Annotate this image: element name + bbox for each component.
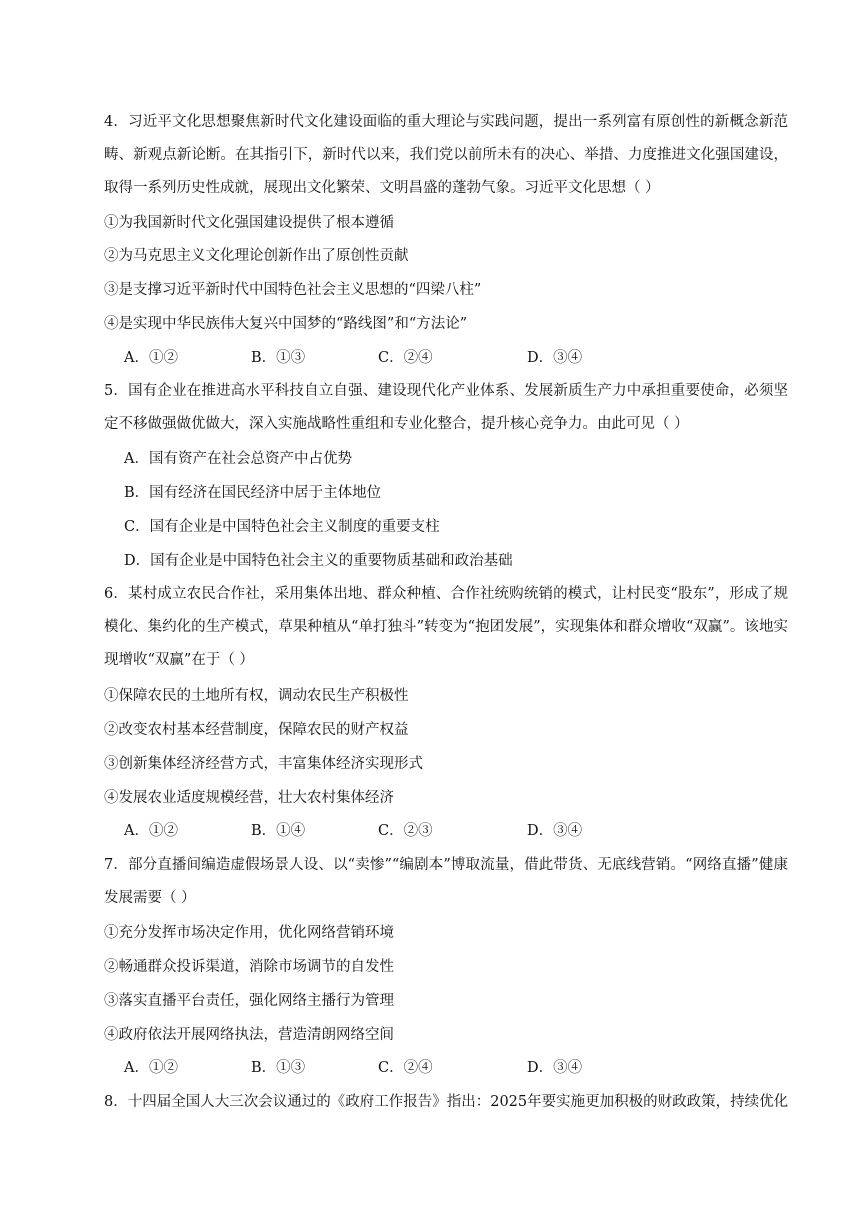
question-6-option-d[interactable]: D．③④ [527, 823, 583, 839]
question-5-option-d[interactable]: D．国有企业是中国特色社会主义的重要物质基础和政治基础 [124, 553, 513, 569]
question-4-item-2: ②为马克思主义文化理论创新作出了原创性贡献 [104, 248, 409, 264]
question-4-option-b[interactable]: B．①③ [251, 350, 306, 366]
question-4-item-3: ③是支撑习近平新时代中国特色社会主义思想的“四梁八柱” [104, 282, 482, 298]
question-6-options [124, 821, 684, 841]
question-7-item-4: ④政府依法开展网络执法，营造清朗网络空间 [104, 1027, 394, 1043]
question-5-option-c[interactable]: C．国有企业是中国特色社会主义制度的重要支柱 [124, 519, 440, 535]
question-6-option-c[interactable]: C．②③ [378, 823, 433, 839]
question-7-option-d[interactable]: D．③④ [527, 1060, 583, 1076]
question-6-item-3: ③创新集体经济经营方式，丰富集体经济实现形式 [104, 756, 423, 772]
question-6-item-4: ④发展农业适度规模经营，壮大农村集体经济 [104, 790, 394, 806]
question-6-option-a[interactable]: A．①② [124, 823, 178, 839]
question-8-stem: 8．十四届全国人大三次会议通过的《政府工作报告》指出：2025年要实施更加积极的财政政策，持续优化 [104, 1094, 789, 1110]
question-4-option-d[interactable]: D．③④ [527, 350, 583, 366]
question-7-option-a[interactable]: A．①② [124, 1060, 178, 1076]
question-7-stem: 7．部分直播间编造虚假场景人设、以“卖惨”“编剧本”博取流量，借此带货、无底线营销。“网络直播”健康发展需要（ ） [104, 857, 788, 906]
question-7-options [124, 1058, 684, 1078]
question-5-option-a[interactable]: A．国有资产在社会总资产中占优势 [124, 451, 352, 467]
question-7-item-2: ②畅通群众投诉渠道，消除市场调节的自发性 [104, 959, 394, 975]
question-5-option-b[interactable]: B．国有经济在国民经济中居于主体地位 [124, 485, 382, 501]
question-6-option-b[interactable]: B．①④ [251, 823, 306, 839]
question-4-option-a[interactable]: A．①② [124, 350, 178, 366]
question-6-item-2: ②改变农村基本经营制度，保障农民的财产权益 [104, 722, 409, 738]
question-7-option-b[interactable]: B．①③ [251, 1060, 306, 1076]
question-7-item-1: ①充分发挥市场决定作用，优化网络营销环境 [104, 925, 394, 941]
question-4-item-1: ①为我国新时代文化强国建设提供了根本遵循 [104, 215, 394, 231]
question-4-options [124, 348, 684, 368]
question-6-item-1: ①保障农民的土地所有权，调动农民生产积极性 [104, 688, 409, 704]
question-4-option-c[interactable]: C．②④ [378, 350, 433, 366]
question-5-stem: 5．国有企业在推进高水平科技自立自强、建设现代化产业体系、发展新质生产力中承担重要使命，必须坚定不移做强做优做大，深入实施战略性重组和专业化整合，提升核心竞争力。由此可见（ ） [104, 383, 788, 432]
question-4-item-4: ④是实现中华民族伟大复兴中国梦的“路线图”和“方法论” [104, 316, 468, 332]
question-7-item-3: ③落实直播平台责任，强化网络主播行为管理 [104, 993, 394, 1009]
question-6-stem: 6．某村成立农民合作社，采用集体出地、群众种植、合作社统购统销的模式，让村民变“股东”，形成了规模化、集约化的生产模式，草果种植从“单打独斗”转变为“抱团发展”，实现集体和群众增收“双赢”。该地实现增收“双赢”在于（ ） [104, 586, 788, 668]
question-7-option-c[interactable]: C．②④ [378, 1060, 433, 1076]
question-4-stem: 4．习近平文化思想聚焦新时代文化建设面临的重大理论与实践问题，提出一系列富有原创性的新概念新范畴、新观点新论断。在其指引下，新时代以来，我们党以前所未有的决心、举措、力度推进文化强国建设，取得一系列历史性成就，展现出文化繁荣、文明昌盛的蓬勃气象。习近平文化思想（ ） [104, 114, 788, 196]
